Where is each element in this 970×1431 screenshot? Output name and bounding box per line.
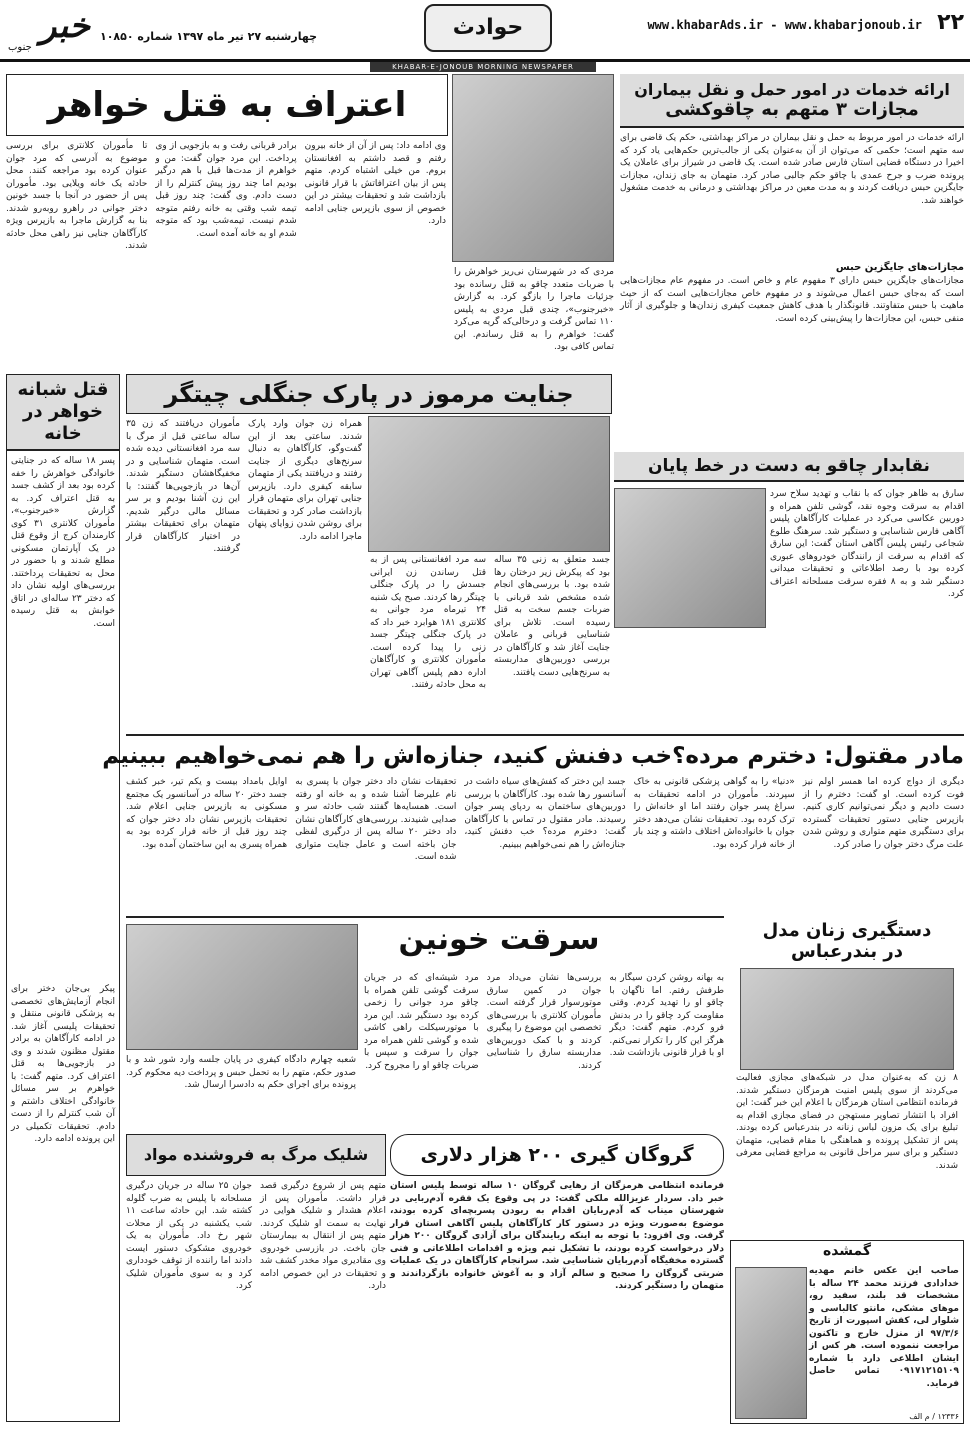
column-1: اوایل بامداد بیست و یکم تیر، خبر کشف جسد دختر ۲۰ ساله در آسانسور یک مجتمع مسکونی به بازپرس جنایی اعلام شد. تحقیقات بازپرس نشان داد دختر جوان که چند روز قبل از خانه فرار کرده بود به همراه پسری به این ساختمان آمده بود.	[125, 777, 288, 850]
gavel-photo	[740, 968, 954, 1070]
headline-frame	[6, 74, 448, 136]
column-2: تحقیقات نشان داد دختر جوان با پسری به نام علیرضا آشنا شده و به خانه او رفته است. همسایه‌ها گفتند شب حادثه سر و صدایی شنیدند. بررسی‌های کارآگاهان نشان داد دختر ۲۰ ساله پس از درگیری لفظی جان باخته است و عامل جنایت متواری شده است.	[295, 777, 457, 862]
column-1: جوان ۲۵ ساله در جریان درگیری مسلحانه با پلیس به ضرب گلوله کشته شد. این حادثه ساعت ۱۱ شب یکشنبه در یکی از محلات شهر رخ داد. مأموران به یک خودروی مشکوک دستور ایست دادند اما راننده از توقف خودداری کرد و به سوی مأموران شلیک کرد.	[126, 1181, 252, 1291]
masthead	[0, 0, 970, 62]
park-left-columns	[126, 418, 362, 728]
date-issue: چهارشنبه ۲۷ تیر ماه ۱۳۹۷ شماره ۱۰۸۵۰	[100, 30, 318, 43]
column-2: جسد متعلق به زنی ۳۵ ساله بود که پیکرش زیر درختان رها شده بود. با بررسی‌های انجام شده مشخص شد قربانی با ضربات جسم سخت به قتل رسیده است. تلاش برای شناسایی قربانی و عاملان جنایت آغاز شد و کارآگاهان در بررسی دوربین‌های مداربسته به سرنخ‌هایی دست یافتند.	[494, 555, 610, 678]
sidebar-body: پسر ۱۸ ساله که در جنایتی خانوادگی خواهرش را خفه کرده بود بعد از کشف جسد به قتل اعتراف کرد. به گزارش «خبرجنوب»، مأموران کلانتری ۳۱ کوی کارمندان کرج از وقوع قتل در یک آپارتمان مسکونی مطلع شدند و با حضور در محل به تحقیقات پرداختند. بررسی‌های اولیه نشان داد که دختر ۲۳ ساله‌ای در اتاق خوابش به قتل رسیده است.	[11, 456, 115, 629]
column-5: دیگری از دواج کرده اما همسر اولم نیز فوت کرده است. او گفت: دخترم را از دست دادیم و دیگر نمی‌توانیم کاری کنیم. بازپرس جنایی دستور تحقیقات گسترده برای دستگیری متهم متواری و روشن شدن علت مرگ دختر جوان را صادر کرد.	[802, 777, 964, 850]
headline: اعتراف به قتل خواهر	[47, 85, 407, 125]
headline-box	[614, 452, 964, 482]
park-right-columns	[370, 554, 610, 730]
subheadline: مجازات ۳ متهم به چاقوکشی	[665, 99, 919, 120]
subhead-2: مجازات‌های جایگزین حبس	[835, 262, 964, 273]
article-body: سارق به ظاهر جوان که با نقاب و تهدید سلاح سرد اقدام به سرقت وجوه نقد، گوشی تلفن همراه و دوربین عکاسی می‌کرد در عملیات کارآگاهان پلیس آگاهی فارس شناسایی و دستگیر شد. سرهنگ طلوع شجاعی رئیس پلیس آگاهی استان گفت: این سارق که اقدام به سرقت از رانندگان خودروهای عبوری کرده بود با رصد اطلاعاتی و تحقیقات میدانی دستگیر شد و به ۸ فقره سرقت مسلحانه اعتراف کرد.	[770, 489, 964, 599]
column-2: بررسی‌ها نشان می‌داد مرد جوان در کمین سارق موتورسوار قرار گرفته است. مأموران کلانتری با بررسی‌های تخصصی این موضوع را پیگیری کردند و با کمک دوربین‌های مداربسته سارق را شناسایی کردند.	[486, 973, 602, 1071]
headline: گروگان گیری ۲۰۰ هزار دلاری	[420, 1144, 694, 1166]
headline: قتل شبانه خواهر در خانه	[17, 379, 109, 444]
article-confession	[6, 74, 614, 370]
english-strip: KHABAR-E-JONOUB MORNING NEWSPAPER	[370, 62, 596, 72]
sidebar-body-2: پیکر بی‌جان دختر برای انجام آزمایش‌های تخصصی به پزشکی قانونی منتقل و تحقیقات پلیسی آغاز شد. در ادامه کارآگاهان به برادر مقتول مظنون شدند و وی در بازجویی‌ها به قتل اعتراف کرد. متهم گفت: با خواهرم بر سر مسائل خانوادگی اختلاف داشتم و آن شب کنترلم را از دست دادم. تحقیقات تکمیلی در این پرونده ادامه دارد.	[11, 984, 115, 1144]
missing-notice	[730, 1240, 964, 1424]
article-body-2: مجازات‌های جایگزین حبس دارای ۳ مفهوم عام و خاص است. در مفهوم عام مجازات‌هایی است که به‌جای حبس اعمال می‌شوند و در مفهوم خاص مجازات‌هایی است که از حیث ماهیت با حبس متفاوتند. قانونگذار با هدف کاهش جمعیت کیفری زندان‌ها و جلوگیری از آثار منفی حبس، این مجازات‌ها را پیش‌بینی کرده است.	[620, 276, 964, 324]
sidebar-murder	[6, 374, 120, 1422]
column-1: مرد شیشه‌ای که در جریان سرقت گوشی تلفن همراه با چاقو مرد جوانی را زخمی کرده بود دستگیر شد. این مرد با موتورسیکلت راهی کاشی شده و گوشی تلفن همراه مرد جوان را سرقت و سپس با ضربات چاقو او را مجروح کرد.	[363, 973, 479, 1071]
column-2: تا مأموران کلانتری برای بررسی موضوع به آدرسی که مرد جوان عنوان کرده بود مراجعه کنند. محل حادثه یک خانه ویلایی بود. مأموران پس از حضور در آنجا با جسد خونین دختر جوانی در راهرو روبه‌رو شدند. بنا به گزارش ماجرا به بازپرس ویژه کارآگاهان جنایی نیز راهی محل حادثه شدند.	[6, 141, 148, 251]
website-urls[interactable]: www.khabarAds.ir - www.khabarjonoub.ir	[647, 18, 922, 32]
article-patients	[620, 74, 964, 514]
article-body: فرمانده انتظامی هرمزگان از رهایی گروگان ۱۰ ساله توسط پلیس استان خبر داد. سردار عزیزالله ملکی گفت: در پی وقوع یک فقره آدم‌ربایی در شهرستان میناب که آدم‌ربایان اقدام به ربودن پسربچه‌ای کرده بودند، موضوع به‌صورت ویژه در دستور کار کارآگاهان پلیس آگاهی استان قرار گرفت. وی افزود: با توجه به اینکه ربایندگان برای آزادی گروگان ۲۰۰ هزار دلار درخواست کرده بودند، با تشکیل تیم ویژه و اقدامات اطلاعاتی و فنی گسترده مخفیگاه آدم‌ربایان شناسایی شد. سرانجام کارآگاهان در یک عملیات ضربتی گروگان را صحیح و سالم آزاد و به آغوش خانواده بازگرداندند و متهمان را دستگیر کردند.	[390, 1181, 724, 1291]
column-4: وی ادامه داد: پس از آن از خانه بیرون رفتم و قصد داشتم به افغانستان بروم. من خیلی اشتباه کردم. متهم پس از بیان اعترافاتش با قرار قانونی بازداشت شد و تحقیقات بیشتر در این خصوص از سوی بازپرس جنایی ادامه دارد.	[304, 141, 446, 226]
logo-subtext: جنوب	[8, 42, 32, 53]
article-body: ارائه خدمات در امور مربوط به حمل و نقل بیماران در مراکز بهداشتی، حکم یک قاضی برای سه متهم است؛ حکمی که می‌توان از آن به‌عنوان یکی از جالب‌ترین حکم‌هایی یاد کرد که اخیرا در دستگاه قضایی استان فارس صادر شده است. یک قاضی در شیراز برای عاملان یک پرونده ضرب و جرح عمدی با چاقو حکم جالبی صادر کرد. متهمان به جای زندان، مجازات جایگزین حبس دریافت کردند و به مدت معین در مراکز بهداشتی و درمانی به خدمت مشغول خواهند شد.	[620, 133, 964, 206]
headline: مادر مقتول: دخترم مرده؟خب دفنش کنید، جنازه‌اش را هم نمی‌خواهیم ببینیم	[102, 743, 964, 769]
confession-columns	[6, 140, 446, 368]
article-hostage	[390, 1134, 724, 1424]
headline: نقابدار چاقو به دست در خط پایان	[648, 456, 930, 476]
newspaper-logo	[8, 6, 90, 54]
missing-body: صاحب این عکس خانم مهدیه خدادادی فرزند محمد ۲۴ ساله با مشخصات قد بلند، سفید رو، موهای مشکی، مانتو کالباسی و شلوار لی، کفش اسپورت از تاریخ ۹۷/۳/۶ از منزل خارج و تاکنون مراجعت ننموده است. هر کس از ایشان اطلاعی دارد با شماره ۰۹۱۷۱۲۱۵۱۰۹ تماس حاصل فرماید.	[809, 1266, 959, 1389]
column-1: سه مرد افغانستانی پس از به قتل رساندن زن ایرانی جسدش را در پارک جنگلی چیتگر رها کردند. صبح یک شنبه ۲۴ تیرماه مرد جوانی به کلانتری ۱۸۱ هوابرد خبر داد که در پارک جنگلی چیتگر جسد زنی را پیدا کرده است. مأموران کلانتری و کارآگاهان اداره دهم پلیس آگاهی تهران به محل حادثه رفتند.	[370, 555, 486, 690]
article-bloody-theft	[126, 916, 724, 1134]
article-arrest	[614, 452, 964, 726]
column-4: «دنیا» را به گواهی پزشکی قانونی به خاک سپردند. مأموران در ادامه تحقیقات به سراغ پسر جوان رفتند اما او خانه‌اش را ترک کرده بود. تحقیقات نشان می‌دهد دختر جوان با خانواده‌اش اختلاف داشته و چند بار از خانه فرار کرده بود.	[633, 777, 795, 850]
bloody-columns	[364, 972, 724, 1132]
section-title: حوادث	[424, 4, 552, 52]
headline: شلیک مرگ به فروشنده مواد	[143, 1145, 369, 1164]
headline-box	[126, 1134, 386, 1176]
headline: دستگیری زنان مدل در بندرعباس	[762, 920, 932, 962]
drug-columns	[126, 1180, 386, 1426]
mother-columns	[126, 776, 964, 908]
headline-box	[7, 375, 119, 451]
headline-box	[390, 1134, 724, 1176]
column-4: شعبه چهارم دادگاه کیفری در پایان جلسه وارد شور شد و با صدور حکم، متهم را به تحمل حبس و پرداخت دیه محکوم کرد. پرونده برای اجرای حکم به دادسرا ارسال شد.	[126, 1055, 356, 1090]
divider	[126, 916, 724, 918]
missing-code: ۱۲۳۳۶ / م الف	[909, 1412, 959, 1421]
headline: ارائه خدمات در امور حمل و نقل بیماران	[634, 80, 950, 99]
headline: جنایت مرموز در پارک جنگلی چیتگر	[164, 380, 574, 408]
confession-photo	[452, 74, 614, 262]
column-3: مأموران دریافتند که زن ۳۵ ساله ساعتی قبل از مرگ با سه مرد افغانستانی دیده شده است. متهمان شناسایی و در مخفیگاهشان دستگیر شدند. آن‌ها در بازجویی‌ها گفتند: با این زن آشنا بودیم و بر سر مسائل مالی درگیر شدیم. متهمان برای تحقیقات بیشتر در اختیار کارآگاهان قرار گرفتند.	[126, 419, 240, 554]
column-3: به بهانه روشن کردن سیگار به طرفش رفتم. اما ناگهان با چاقو او را تهدید کردم. وقتی مقاومت کرد چاقو را در بدنش فرو کردم. متهم گفت: دیگر هرگز این کار را تکرار نمی‌کنم. او با قرار قانونی بازداشت شد.	[609, 973, 724, 1058]
column-3: جسد این دختر که کفش‌های سیاه داشت در آسانسور رها شده بود. کارآگاهان با بررسی دوربین‌های ساختمان به ردپای پسر جوان رسیدند. مادر مقتول در تماس با کارآگاهان گفت: دخترم مرده؟ خب دفنش کنید، جنازه‌اش را هم نمی‌خواهیم ببینیم.	[464, 777, 626, 850]
arrest-photo	[614, 488, 766, 628]
column-3: برادر قربانی رفت و به بازجویی از وی پرداخت. این مرد جوان گفت: من و خواهرم از مدت‌ها قبل با هم درگیر بودیم اما چند روز پیش کنترلم را از دست دادم. وی گفت: چند روز قبل تیمه شب وقتی به خانه رفتم متوجه شدم نیست. تیمه‌شب بود که متوجه شدم او به خانه آمده است.	[155, 141, 297, 239]
handcuffs-photo	[126, 924, 358, 1050]
suspects-photo	[368, 416, 610, 552]
missing-title: گمشده	[822, 1243, 872, 1259]
article-drug	[126, 1134, 386, 1424]
headline: سرقت خونین	[398, 922, 600, 957]
headline-box	[126, 374, 612, 414]
headline-box	[620, 74, 964, 128]
article-mother	[102, 734, 964, 912]
column-4: همراه زن جوان وارد پارک شدند. ساعتی بعد از این گفت‌وگو، کارآگاهان به دنبال سرنخ‌های دیگری از جنایت رفتند و دریافتند یکی از متهمان سابقه کیفری دارد. بازپرس جنایی تهران برای متهمان قرار بازداشت صادر کرد و تحقیقات برای روشن شدن زوایای پنهان ماجرا ادامه دارد.	[248, 419, 362, 542]
missing-person-photo	[735, 1267, 807, 1419]
page-number: ۲۲	[937, 10, 964, 35]
article-park	[126, 374, 610, 730]
column-1: مردی که در شهرستان نی‌ریز خواهرش را با ضربات متعدد چاقو به قتل رسانده بود جزئیات ماجرا را بازگو کرد. به گزارش «خبرجنوب»، چندی قبل مردی به پلیس ۱۱۰ تماس گرفت و درحالی‌که گریه می‌کرد گفت: خواهرم را به قتل رساندم. این تماس کافی بود.	[454, 267, 614, 352]
logo-text: خبر	[39, 6, 90, 46]
sidebar-women	[730, 916, 964, 1171]
column-2: متهم پس از شروع درگیری قصد فرار داشت. مأموران پس از اعلام هشدار و شلیک هوایی در نهایت به سمت او شلیک کردند. متهم پس از انتقال به بیمارستان جان باخت. در بازرسی خودروی وی مقادیری مواد مخدر کشف شد و تحقیقات در این خصوص ادامه دارد.	[260, 1181, 386, 1291]
sidebar-body: ۸ زن که به‌عنوان مدل در شبکه‌های مجازی فعالیت می‌کردند از سوی پلیس امنیت هرمزگان دستگیر شدند. فرمانده انتظامی استان هرمزگان با اعلام این خبر گفت: این افراد با انتشار تصاویر مستهجن در فضای مجازی اقدام به تبلیغ برای یک مزون لباس زنانه در بندرعباس کرده بودند. پس از تشکیل پرونده و هماهنگی با مقام قضایی، متهمان دستگیر و برای سیر مراحل قانونی به مراجع قضایی معرفی شدند.	[736, 1073, 958, 1171]
